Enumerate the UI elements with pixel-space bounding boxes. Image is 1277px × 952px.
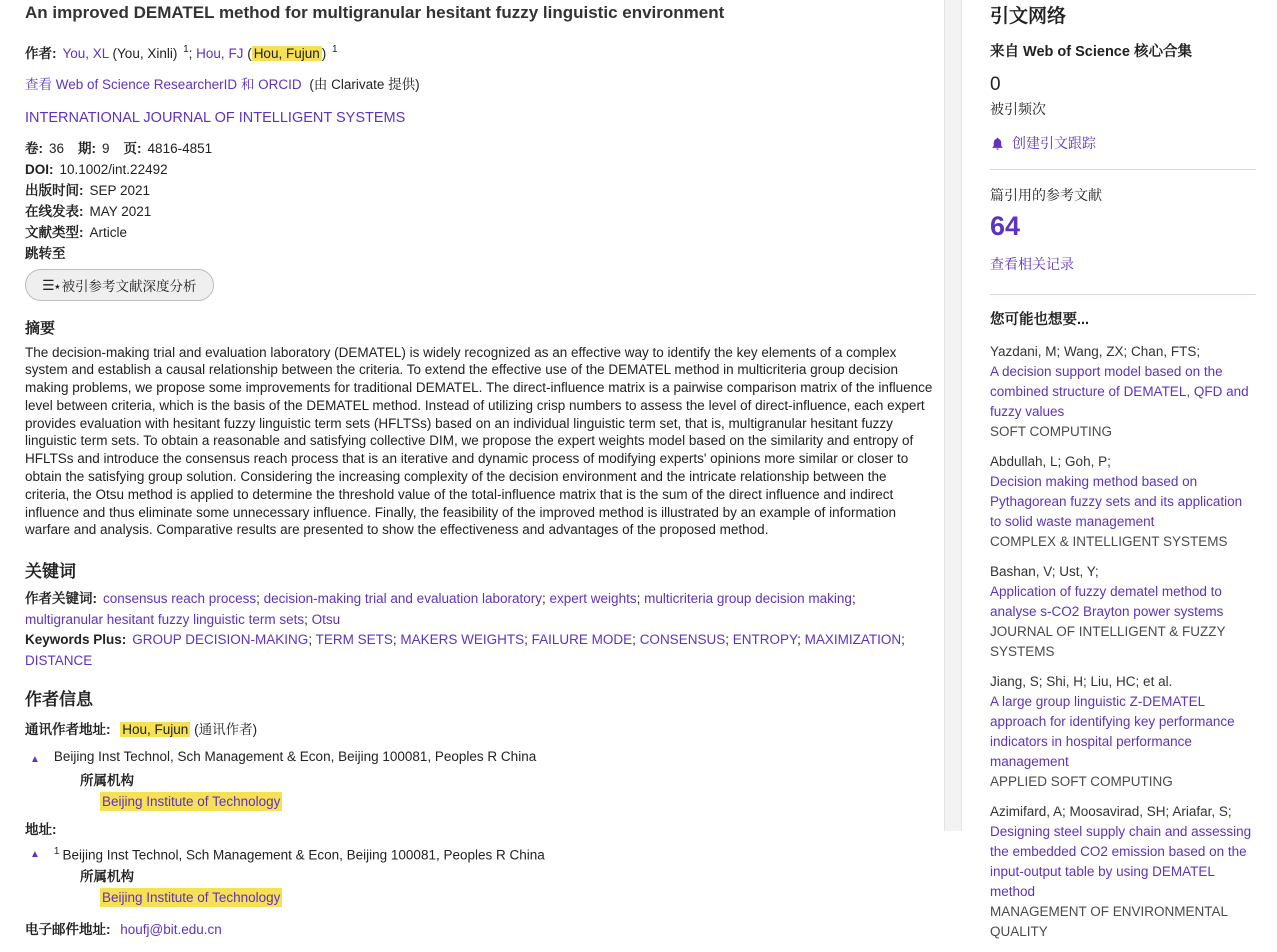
- meta-value: 10.1002/int.22492: [59, 161, 168, 177]
- author-paren: (: [108, 45, 118, 61]
- collapse-triangle-icon[interactable]: ▲: [30, 754, 40, 766]
- keyword-separator: ;: [797, 632, 805, 648]
- bell-icon: [990, 136, 1005, 151]
- author-info-heading: 作者信息: [25, 690, 93, 710]
- meta-label: 页:: [123, 140, 142, 156]
- keyword-separator: ;: [256, 591, 264, 607]
- meta-row: [25, 222, 928, 243]
- suggested-record-authors: Yazdani, M; Wang, ZX; Chan, FTS;: [990, 344, 1201, 359]
- author-link[interactable]: Hou, FJ: [196, 45, 244, 61]
- suggested-record-title-link[interactable]: Designing steel supply chain and assessing the embedded CO2 emission based on the input-output table by using DEMATEL method: [990, 824, 1252, 899]
- corresponding-address-row: [25, 747, 928, 769]
- keyword-separator: ;: [636, 591, 645, 607]
- author-superscript: 1: [331, 44, 338, 55]
- keyword-separator: ;: [308, 632, 316, 648]
- suggested-record-journal: SOFT COMPUTING: [990, 424, 1113, 439]
- suggested-record: [990, 672, 1256, 792]
- article-title: An improved DEMATEL method for multigranular hesitant fuzzy linguistic environment: [25, 3, 725, 22]
- keywords-plus-link[interactable]: MAXIMIZATION: [804, 632, 902, 648]
- authors-list: [63, 46, 338, 61]
- author-keyword-link[interactable]: multicriteria group decision making: [644, 591, 852, 607]
- authors-label: 作者:: [25, 45, 57, 61]
- suggested-record-journal: COMPLEX & INTELLIGENT SYSTEMS: [990, 534, 1228, 549]
- meta-pair: [25, 183, 150, 198]
- keywords-plus-line: [25, 630, 933, 671]
- suggested-record-title-link[interactable]: A large group linguistic Z-DEMATEL approach for identifying key performance indicators in hospital performance management: [990, 694, 1235, 769]
- suggested-record-authors: Abdullah, L; Goh, P;: [990, 454, 1111, 469]
- meta-pair: [25, 162, 168, 177]
- meta-row: [25, 180, 928, 201]
- keyword-separator: ;: [524, 632, 532, 648]
- author-fullname: You, Xinli: [117, 45, 173, 61]
- citation-network-heading: 引文网络: [990, 6, 1067, 27]
- suggested-record-title-link[interactable]: A decision support model based on the combined structure of DEMATEL, QFD and fuzzy values: [990, 364, 1249, 419]
- author-link[interactable]: You, XL: [62, 45, 109, 61]
- keyword-separator: ;: [725, 632, 733, 648]
- author-paren: (: [243, 45, 252, 61]
- keywords-plus-link[interactable]: GROUP DECISION-MAKING: [132, 632, 309, 648]
- keyword-separator: ;: [304, 611, 312, 627]
- keywords-plus-label: Keywords Plus:: [25, 632, 127, 648]
- org-name-link[interactable]: Beijing Institute of Technology: [102, 794, 281, 810]
- meta-value: 36: [49, 140, 65, 156]
- citation-analysis-button[interactable]: [25, 269, 214, 301]
- author-keywords-list: [25, 591, 856, 627]
- org-wrap: [100, 790, 928, 811]
- create-citation-alert-label: 创建引文跟踪: [1012, 135, 1096, 151]
- keywords-plus-link[interactable]: TERM SETS: [315, 632, 393, 648]
- meta-pair: [78, 141, 110, 156]
- collapse-triangle-icon[interactable]: ▲: [30, 849, 40, 861]
- meta-label: 期:: [78, 140, 97, 156]
- address-superscript: 1: [53, 846, 60, 858]
- suggestions-heading: 您可能也想要...: [990, 312, 1090, 328]
- researcherid-suffix: (由 Clarivate 提供): [309, 76, 420, 92]
- vertical-scrollbar[interactable]: [944, 0, 962, 831]
- list-star-icon: ☰ ★: [42, 276, 61, 293]
- authors-line: [25, 41, 928, 63]
- address-text: Beijing Inst Technol, Sch Management & Econ, Beijing 100081, Peoples R China: [62, 847, 545, 863]
- author-keyword-link[interactable]: multigranular hesitant fuzzy linguistic term sets: [25, 611, 305, 627]
- meta-label: 出版时间:: [25, 182, 84, 198]
- meta-row: [25, 138, 928, 159]
- keywords-plus-link[interactable]: ENTROPY: [732, 632, 798, 648]
- meta-row: [25, 159, 928, 180]
- create-citation-alert-link[interactable]: [990, 133, 1256, 153]
- author-keyword-link[interactable]: decision-making trial and evaluation laboratory: [263, 591, 543, 607]
- keywords-plus-link[interactable]: FAILURE MODE: [531, 632, 633, 648]
- email-link[interactable]: houfj@bit.edu.cn: [120, 921, 222, 937]
- org-name-link[interactable]: Beijing Institute of Technology: [102, 889, 281, 905]
- abstract-heading: 摘要: [25, 319, 56, 337]
- meta-value: SEP 2021: [89, 182, 151, 198]
- citation-source: 来自 Web of Science 核心合集: [990, 44, 1192, 60]
- keyword-separator: ;: [901, 632, 905, 648]
- suggested-record: [990, 562, 1256, 662]
- times-cited-count: 0: [990, 74, 1001, 95]
- email-line: [25, 920, 928, 940]
- meta-label: 卷:: [25, 140, 43, 156]
- meta-pair: [124, 141, 213, 156]
- meta-pair: [25, 225, 127, 240]
- author-keyword-link[interactable]: consensus reach process: [103, 591, 257, 607]
- org-enhanced-label: 所属机构: [80, 773, 134, 789]
- meta-pair: [25, 141, 64, 156]
- suggestions-list: [990, 342, 1256, 942]
- keyword-separator: ;: [851, 591, 856, 607]
- divider: [990, 169, 1256, 170]
- address-row: [25, 842, 928, 865]
- meta-value: MAY 2021: [89, 203, 152, 219]
- suggested-record-authors: Jiang, S; Shi, H; Liu, HC; et al.: [990, 674, 1173, 689]
- view-related-records-link[interactable]: 查看相关记录: [990, 256, 1074, 272]
- author-separator: ;: [188, 45, 197, 61]
- researcherid-line: [25, 73, 928, 93]
- cited-references-count: 64: [990, 211, 1021, 241]
- meta-row: [25, 201, 928, 222]
- meta-label: DOI:: [25, 161, 54, 177]
- corresponding-address-text: Beijing Inst Technol, Sch Management & Econ, Beijing 100081, Peoples R China: [53, 749, 537, 765]
- suggested-record-journal: JOURNAL OF INTELLIGENT & FUZZY SYSTEMS: [990, 624, 1226, 659]
- author-keywords-label: 作者关键词:: [25, 591, 97, 607]
- suggested-record-journal: APPLIED SOFT COMPUTING: [990, 774, 1173, 789]
- addresses-label-line: [25, 820, 928, 840]
- keywords-heading: 关键词: [25, 562, 76, 582]
- author-fullname: Hou, Fujun: [253, 45, 320, 61]
- times-cited-label: 被引频次: [990, 101, 1046, 117]
- author-keyword-link[interactable]: expert weights: [549, 591, 637, 607]
- suggested-record: [990, 342, 1256, 442]
- citation-network-sidebar: [990, 0, 1266, 952]
- author-keywords-line: [25, 589, 933, 630]
- citation-analysis-label: 被引参考文献深度分析: [61, 278, 197, 294]
- jump-to-label: 跳转至: [25, 245, 66, 261]
- keyword-separator: ;: [392, 632, 401, 648]
- keywords-plus-list: [25, 632, 905, 668]
- suggested-record-authors: Bashan, V; Ust, Y;: [990, 564, 1099, 579]
- meta-label: 在线发表:: [25, 203, 84, 219]
- keyword-separator: ;: [542, 591, 550, 607]
- cited-references-label: 篇引用的参考文献: [990, 187, 1102, 203]
- meta-value: Article: [89, 224, 128, 240]
- author-keyword-link[interactable]: Otsu: [311, 611, 341, 627]
- author-paren: ): [321, 45, 330, 61]
- suggested-record-journal: MANAGEMENT OF ENVIRONMENTAL QUALITY: [990, 904, 1228, 939]
- suggested-record-title-link[interactable]: Decision making method based on Pythagorean fuzzy sets and its application to solid waste management: [990, 474, 1243, 529]
- email-label: 电子邮件地址:: [25, 921, 111, 937]
- corresponding-suffix: (通讯作者): [194, 722, 258, 738]
- corresponding-address-line: [25, 720, 928, 740]
- keywords-plus-link[interactable]: MAKERS WEIGHTS: [400, 632, 525, 648]
- suggested-record: [990, 452, 1256, 552]
- researcherid-link[interactable]: 查看 Web of Science ResearcherID 和 ORCID: [25, 76, 302, 92]
- journal-title-link[interactable]: INTERNATIONAL JOURNAL OF INTELLIGENT SYSTEMS: [25, 109, 406, 126]
- addresses-label: 地址:: [25, 822, 57, 838]
- bibliographic-meta: [25, 138, 928, 243]
- suggested-record-title-link[interactable]: Application of fuzzy dematel method to analyse s-CO2 Brayton power systems: [990, 584, 1224, 619]
- meta-label: 文献类型:: [25, 224, 84, 240]
- corresponding-author-name: Hou, Fujun: [122, 722, 189, 738]
- meta-value: 4816-4851: [147, 140, 213, 156]
- org-wrap: [100, 886, 928, 907]
- abstract-text: The decision-making trial and evaluation laboratory (DEMATEL) is widely recognized as an effective way to identify the key elements of a complex system and establish a causal relationship between the criteria. To extend the effective use of the DEMATEL method in multicriteria group decision making problems, we propose some improvements for traditional DEMATEL. The direct-influence matrix is a pairwise comparison matrix of the influence level between criteria, which is the basis of the DEMATEL method. Instead of utilizing crisp numbers to assess the level of direct-influence, each expert provides evaluation with hesitant fuzzy linguistic term sets (HFLTSs) based on an individual linguistic term set, that is, multigranular hesitant fuzzy linguistic term sets. To obtain a reasonable and satisfying collective DIM, we propose the expert weights model based on the similarity and entropy of HFLTSs and introduce the consensus reach process that is an iterative and dynamic process of modifying experts' opinions more similar or closer to obtain the satisfying group solution. Considering the increasing complexity of the decision environment and the intricate relationship between the criteria, the Otsu method is applied to determine the threshold value of the total-influence matrix that is the sum of the direct influence and indirect influence and thus eliminate some unnecessary influence. Finally, the feasibility of the improved method is illustrated by an example of information warfare and analysis. Comparative results are presented to show the effectiveness and advantages of the proposed method.: [25, 344, 933, 538]
- suggested-record-authors: Azimifard, A; Moosavirad, SH; Ariafar, S;: [990, 804, 1232, 819]
- keywords-plus-link[interactable]: CONSENSUS: [639, 632, 726, 648]
- corresponding-label: 通讯作者地址:: [25, 722, 111, 738]
- meta-value: 9: [102, 140, 110, 156]
- keywords-plus-link[interactable]: DISTANCE: [25, 652, 93, 668]
- org-enhanced-label: 所属机构: [80, 868, 134, 884]
- suggested-record: [990, 802, 1256, 942]
- author-superscript: 1: [183, 44, 189, 55]
- divider: [990, 294, 1256, 295]
- keyword-separator: ;: [632, 632, 640, 648]
- author-paren: ): [172, 45, 182, 61]
- meta-pair: [25, 204, 151, 219]
